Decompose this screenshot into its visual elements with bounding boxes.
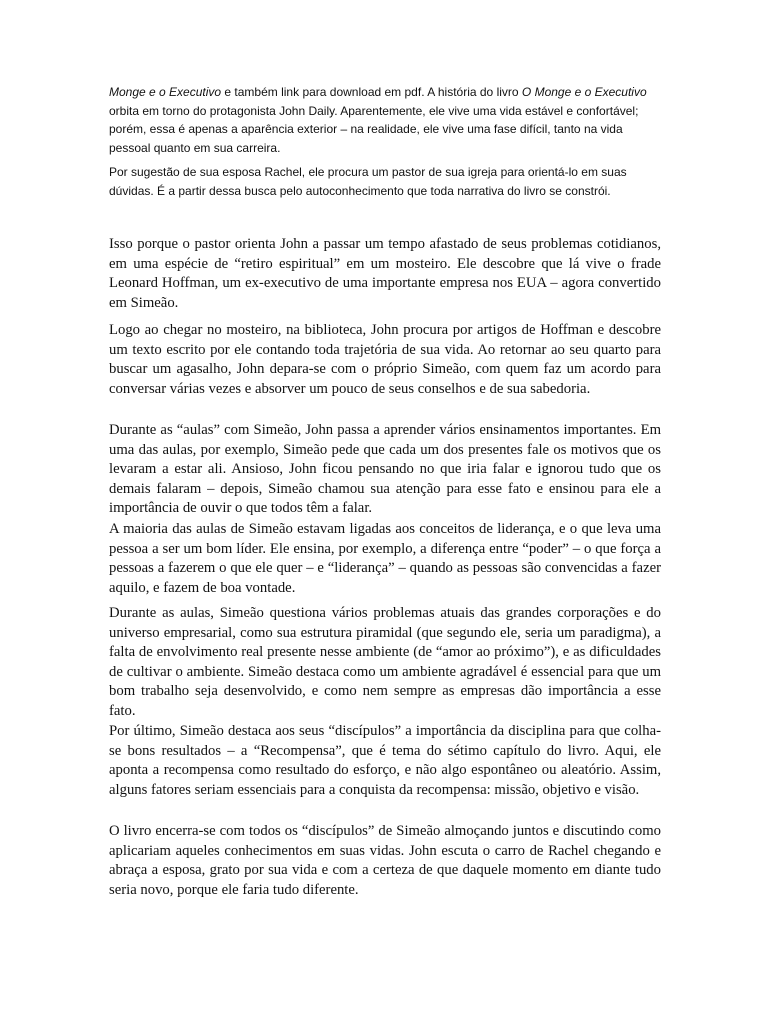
intro-paragraph-1 xyxy=(109,83,649,157)
body-paragraph-7: O livro encerra-se com todos os “discípulos” de Simeão almoçando juntos e discutindo como aplicariam aqueles conhecimentos em suas vidas. John escuta o carro de Rachel chegando e abraça a esposa, grato por sua vida e com a certeza de que daquele momento em diante tudo seria novo, porque ele faria tudo diferente. xyxy=(109,823,661,898)
body-paragraph-4: A maioria das aulas de Simeão estavam ligadas aos conceitos de liderança, e o que leva uma pessoa a ser um bom líder. Ele ensina, por exemplo, a diferença entre “poder” – o que força a pessoas a fazerem o que ele quer – e “liderança” – quando as pessoas são convencidas a fazer aquilo, e fazem de boa vontade. xyxy=(109,521,661,596)
body-paragraph-2: Logo ao chegar no mosteiro, na biblioteca, John procura por artigos de Hoffman e descobre um texto escrito por ele contando toda trajetória de sua vida. Ao retornar ao seu quarto para buscar um agasalho, John depara-se com o próprio Simeão, com quem faz um acordo para conversar várias vezes e absorver um pouco de seus conselhos e de sua sabedoria. xyxy=(109,322,661,397)
body-paragraph-5: Durante as aulas, Simeão questiona vários problemas atuais das grandes corporações e do universo empresarial, como sua estrutura piramidal (que segundo ele, seria um paradigma), a falta de envolvimento real presente nesse ambiente (de “amor ao próximo”), e as dificuldades de cultivar o ambiente. Simeão destaca como um ambiente agradável é essencial para que um bom trabalho seja desenvolvido, e como nem sempre as empresas dão importância a esse fato. xyxy=(109,605,661,719)
title-italic: Monge e o Executivo xyxy=(109,85,222,99)
body-paragraph-3: Durante as “aulas” com Simeão, John passa a aprender vários ensinamentos importantes. Em uma das aulas, por exemplo, Simeão pede que cada um dos presentes fale os motivos que os levaram a estar ali. Ansioso, John ficou pensando no que iria falar e ignorou tudo que os demais falaram – depois, Simeão chamou sua atenção para esse fato e ensinou para ele a importância de ouvir o que todos têm a falar. xyxy=(109,422,661,517)
intro-text-a: e também link para download em pdf. A história do livro xyxy=(221,85,522,99)
intro-text-b: orbita em torno do protagonista John Daily. Aparentemente, ele vive uma vida estável e confortável; porém, essa é apenas a aparência exterior – na realidade, ele vive uma fase difícil, tanto na vida pessoal quanto em sua carreira. xyxy=(109,103,639,155)
intro-paragraph-2: Por sugestão de sua esposa Rachel, ele procura um pastor de sua igreja para orientá-lo em suas dúvidas. É a partir dessa busca pelo autoconhecimento que toda narrativa do livro se constrói. xyxy=(109,165,627,198)
book-title-italic: O Monge e o Executivo xyxy=(521,85,647,99)
body-paragraph-1: Isso porque o pastor orienta John a passar um tempo afastado de seus problemas cotidianos, em uma espécie de “retiro espiritual” em um mosteiro. Ele descobre que lá vive o frade Leonard Hoffman, um ex-executivo de uma importante empresa nos EUA – agora convertido em Simeão. xyxy=(109,236,661,311)
body-paragraph-6: Por último, Simeão destaca aos seus “discípulos” a importância da disciplina para que colha-se bons resultados – a “Recompensa”, que é tema do sétimo capítulo do livro. Aqui, ele aponta a recompensa como resultado do esforço, e não algo espontâneo ou aleatório. Assim, alguns fatores seriam essenciais para a conquista da recompensa: missão, objetivo e visão. xyxy=(109,723,661,798)
